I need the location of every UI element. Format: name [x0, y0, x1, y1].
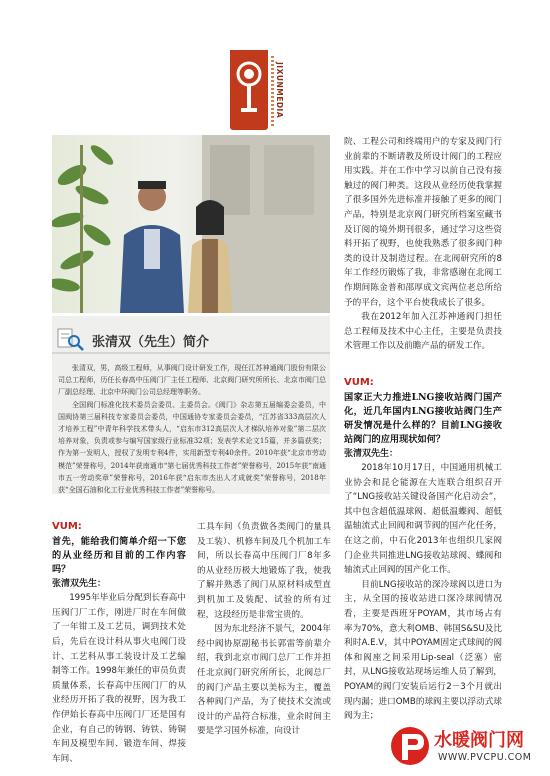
- search-doc-icon: [52, 326, 92, 352]
- profile-paragraph: 张清双，男，高级工程师，从事阀门设计研发工作，现任江苏神通阀门股份有限公司总工程师，历任长春高中压阀门厂主任工程师、北京阀门研究所所长、北京市阀门总厂副总经理、北京中环阀门公司总经理等职务。: [58, 364, 326, 397]
- microphone-icon: [230, 50, 268, 130]
- article-column-1: [52, 520, 186, 766]
- question-1: 首先，能给我们简单介绍一下您的从业经历和目前的工作内容吗？: [52, 535, 186, 575]
- answer-paragraph: 目前LNG接收站的深冷球阀以进口为主，从全国的接收站进口深冷球阀情况看，主要是西班牙POYAM，其市场占有率为70%，意大利OMB、韩国S&SU及比利时A.E.V，其中POYAM固定式球阀的阀体和阀座之间采用Lip-seal（泛塞）密封，从LNG接收站现场运维人员了解到，POYAM的阀门安装后运行2－3个月就出现内漏；进口OMB的球阀主要以浮动式球阀为主；: [344, 579, 502, 722]
- question-2: 国家正大力推进LNG接收站阀门国产化，近几年国内LNG接收站阀门生产研发情况是什么样的？目前LNG接收站阀门的应用现状如何？: [344, 391, 502, 445]
- answer-paragraph: 院、工程公司和终端用户的专家及阀门行业前辈的不断请教及所设计阀门的工程应用实践。并在工作中学习以前自己没有接触过的阀门种类。这段从业经历使我掌握了很多国外先进标准并接触了更多的阀门产品，特别是北京阀门研究所档案室藏书及订阅的境外期刊很多，通过学习这些资料开拓了视野，也使我熟悉了很多阀门种类的设计及制造过程。在北阀研究所的8年工作经历锻炼了我，非常感谢在北阀工作期间陈金普和邵厚成文宾两位老总所给予的平台，这个平台使我成长了很多。: [344, 137, 502, 308]
- watermark-site-name: 水暖阀门网: [434, 730, 524, 751]
- photo-illustration: [52, 135, 330, 313]
- article-column-3: [344, 135, 502, 724]
- vum-tag: VUM:: [52, 521, 82, 532]
- profile-divider: [52, 352, 330, 354]
- profile-body: [58, 362, 326, 496]
- answer-paragraph: 我在2012年加入江苏神通阀门担任总工程师及技术中心主任，主要是负责技术管理工作以及前瞻产品的研发工作。: [344, 312, 502, 352]
- answer-paragraph: 工具车间（负责做各类阀门的量具及工装）、机修车间及几个机加工车间，所以长春高中压阀门厂8年多的从业经历极大地锻炼了我，使我了解并熟悉了阀门从原材料成型直到机加工及装配、试验的所有过程，这段经历是非常宝贵的。: [197, 522, 331, 620]
- answer-paragraph: 2018年10月17日，中国通用机械工业协会和昆仑能源在大连联合组织召开了“LNG接收站关键设备国产化启动会”，其中包含超低温球阀、超低温蝶阀、超低温轴流式止回阀和调节阀的国产化任务，在这之前，中石化2013年也组织几家阀门企业共同推进LNG接收站球阀、蝶阀和轴流式止回阀的国产化工作。: [344, 463, 502, 576]
- answer-speaker: 张清双先生：: [344, 448, 399, 459]
- vum-tag: VUM:: [344, 376, 374, 388]
- interview-photo: [52, 135, 330, 313]
- answer-paragraph: 1995年毕业后分配到长春高中压阀门厂工作，刚进厂时在车间做了一年钳工及工艺员，调到技术处后，先后在设计科从事火电阀门设计、工艺科从事工装设计及工艺编制等工作。1998年兼任的审员负责质量体系，长春高中压阀门厂的从业经历开拓了我的视野，因为我工作伊始长春高中压阀门厂还是国有企业，有自己的铸钢、铸铁、铸铜车间及模型车间、锻造车间、焊接车间、: [52, 593, 186, 764]
- magazine-logo: [230, 50, 268, 130]
- logo-text: JIXUNMEDIA: [275, 62, 284, 119]
- watermark-url[interactable]: WWW.PVCPU.COM: [438, 752, 532, 763]
- profile-paragraph: 全国阀门标准化技术委员会委员、主委员会。《阀门》杂志第五届编委会委员，中国阀协第三届科技专家委员会委员，中国通协专家委员会委员，“江苏省333高层次人才培养工程”中青年科学技术带头人，“启东市312高层次人才梯队培养对象”第二层次培养对象，负责或参与编写国家级行业标准32项；发表学术论文15篇，并多篇获奖；作为第一发明人，授权了发明专利4件，实用新型专利40余件。2010年获“北京市劳动模范”荣誉称号，2014年获南通市“第七届优秀科技工作者”荣誉称号，2015年获“南通市五一劳动奖章”荣誉称号，2016年获“启东市杰出人才成就奖”荣誉称号，2018年获“全国石油和化工行业优秀科技工作者”荣誉称号。: [58, 400, 326, 495]
- article-column-2: [197, 520, 331, 739]
- watermark-logo: [386, 722, 550, 772]
- answer-paragraph: 因为东北经济不景气，2004年经中阀协原副秘书长郭雷等前辈介绍，我到北京市阀门总厂工作并担任北京阀门研究所所长，北阀总厂的阀门产品主要以美标为主，覆盖各种阀门产品，为了使技术交流或设计的产品符合标准，业余时间主要是学习国外标准，向设计: [197, 624, 331, 737]
- answer-speaker: 张清双先生：: [52, 578, 107, 589]
- profile-title: 张清双（先生）简介: [92, 335, 210, 350]
